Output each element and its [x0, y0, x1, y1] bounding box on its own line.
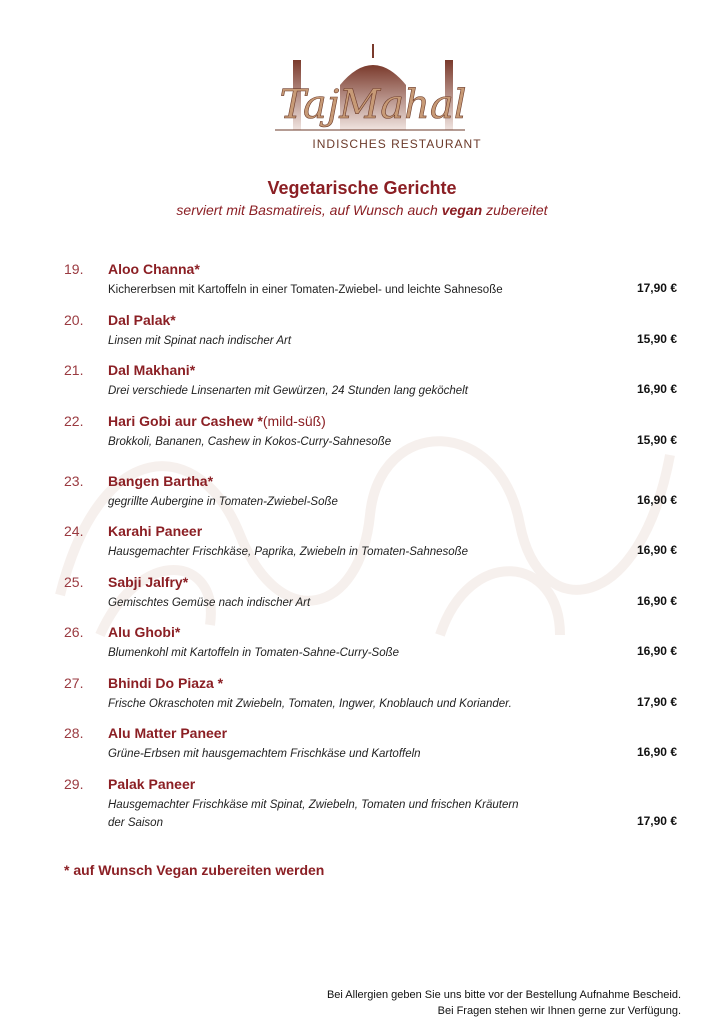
item-number: 26. — [64, 624, 84, 640]
item-price: 15,90 € — [636, 332, 677, 346]
item-number: 20. — [64, 312, 84, 328]
item-price: 15,90 € — [636, 433, 677, 447]
page-subtitle: serviert mit Basmatireis, auf Wunsch auch vegan zubereitet — [176, 202, 548, 218]
item-description: Kichererbsen mit Kartoffeln in einer Tomaten-Zwiebel- und leichte Sahnesoße — [108, 284, 503, 296]
svg-text:INDISCHES RESTAURANT: INDISCHES RESTAURANT — [312, 137, 482, 151]
item-number: 23. — [64, 473, 84, 489]
item-name: Aloo Channa* — [108, 261, 200, 277]
item-number: 27. — [64, 675, 84, 691]
item-number: 19. — [64, 261, 84, 277]
item-number: 29. — [64, 776, 84, 792]
svg-text:TajMahal: TajMahal — [279, 82, 467, 128]
allergy-note: Bei Allergien geben Sie uns bitte vor der Bestellung Aufnahme Bescheid. Bei Fragen stehen wir Ihnen gerne zur Verfügung. — [326, 989, 681, 1017]
item-name: Hari Gobi aur Cashew *(mild-süß) — [108, 413, 326, 429]
item-description: Drei verschiede Linsenarten mit Gewürzen, 24 Stunden lang geköchelt — [108, 385, 468, 397]
item-name: Dal Makhani* — [108, 362, 196, 378]
item-description: Gemischtes Gemüse nach indischer Art — [108, 597, 311, 609]
item-price: 16,90 € — [636, 493, 677, 507]
item-price: 17,90 € — [636, 695, 677, 709]
item-name: Karahi Paneer — [108, 523, 203, 539]
item-price: 16,90 € — [636, 543, 677, 557]
item-name: Bangen Bartha* — [108, 473, 214, 489]
item-description: Blumenkohl mit Kartoffeln in Tomaten-Sahne-Curry-Soße — [108, 647, 400, 659]
item-description: Linsen mit Spinat nach indischer Art — [108, 335, 292, 347]
item-number: 21. — [64, 362, 84, 378]
item-name: Sabji Jalfry* — [108, 574, 189, 590]
item-description: Brokkoli, Bananen, Cashew in Kokos-Curry-Sahnesoße — [108, 436, 392, 448]
taj-mahal-logo — [245, 40, 505, 160]
item-price: 16,90 € — [636, 594, 677, 608]
item-description: Grüne-Erbsen mit hausgemachtem Frischkäse und Kartoffeln — [108, 748, 421, 760]
item-number: 22. — [64, 413, 84, 429]
item-price: 17,90 € — [636, 281, 677, 295]
item-price: 16,90 € — [636, 644, 677, 658]
vegan-footnote: * auf Wunsch Vegan zubereiten werden — [64, 862, 325, 878]
item-description: Frische Okraschoten mit Zwiebeln, Tomaten, Ingwer, Knoblauch und Koriander. — [108, 698, 512, 710]
item-number: 28. — [64, 725, 84, 741]
item-name: Bhindi Do Piaza * — [108, 675, 224, 691]
item-description: gegrillte Aubergine in Tomaten-Zwiebel-Soße — [108, 496, 338, 508]
item-price: 16,90 € — [636, 382, 677, 396]
item-description: Hausgemachter Frischkäse, Paprika, Zwiebeln in Tomaten-Sahnesoße — [108, 546, 469, 558]
item-number: 25. — [64, 574, 84, 590]
item-name: Palak Paneer — [108, 776, 196, 792]
item-price: 17,90 € — [636, 814, 677, 828]
item-description: Hausgemachter Frischkäse mit Spinat, Zwiebeln, Tomaten und frischen Kräutern der Saison — [108, 799, 519, 829]
item-price: 16,90 € — [636, 745, 677, 759]
item-number: 24. — [64, 523, 84, 539]
item-name: Dal Palak* — [108, 312, 176, 328]
page-title: Vegetarische Gerichte — [267, 178, 457, 198]
item-name: Alu Ghobi* — [108, 624, 181, 640]
item-name: Alu Matter Paneer — [108, 725, 228, 741]
